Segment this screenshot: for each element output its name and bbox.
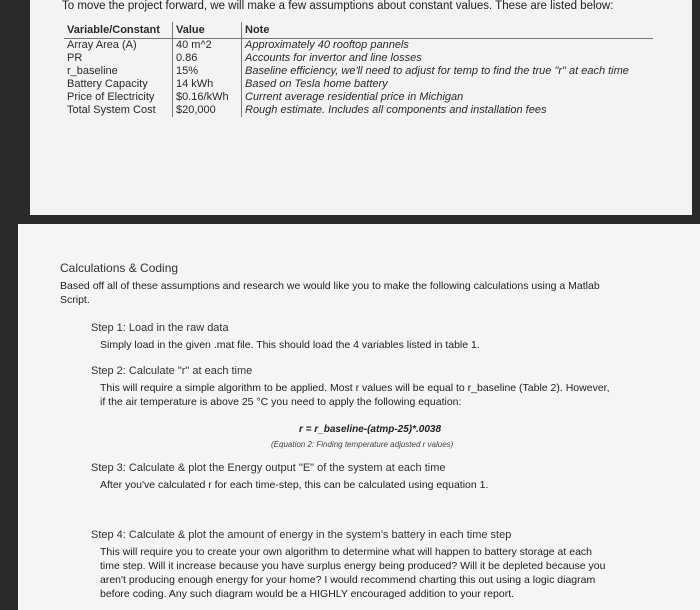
step-4-body: before coding. Any such diagram would be a HIGHLY encouraged addition to your report. — [100, 588, 515, 600]
cell-variable: PR — [67, 52, 83, 64]
cell-value: 15% — [173, 65, 242, 78]
step-4-body: aren't producing enough energy for your home? I would recommend charting this out using a logic diagram — [100, 574, 596, 586]
cell-note: Based on Tesla home battery — [242, 78, 654, 91]
step-2-title: Step 2: Calculate "r" at each time — [91, 365, 253, 377]
page-1 — [30, 0, 692, 215]
cell-variable: Battery Capacity — [67, 78, 148, 90]
header-value: Value — [173, 22, 242, 39]
step-1-body: Simply load in the given .mat file. This should load the 4 variables listed in table 1. — [100, 339, 480, 351]
cell-note: Accounts for invertor and line losses — [242, 52, 654, 65]
table-row — [64, 65, 653, 78]
cell-value: $20,000 — [173, 104, 242, 117]
cell-note: Rough estimate. Includes all components and installation fees — [242, 104, 654, 117]
header-note: Note — [242, 22, 654, 39]
step-2-body: if the air temperature is above 25 °C you need to apply the following equation: — [100, 396, 462, 408]
cell-value: 14 kWh — [173, 78, 242, 91]
constants-table — [64, 22, 653, 117]
step-4-body: This will require you to create your own algorithm to determine what will happen to battery storage at each — [100, 546, 593, 558]
section-intro-line: Based off all of these assumptions and research we would like you to make the following calculations using a Matlab — [60, 280, 600, 292]
equation-2: r = r_baseline-(atmp-25)*.0038 — [299, 424, 442, 435]
header-variable: Variable/Constant — [64, 22, 173, 39]
cell-value: $0.16/kWh — [173, 91, 242, 104]
table-row — [64, 78, 653, 91]
cell-note: Current average residential price in Michigan — [242, 91, 654, 104]
table-row — [64, 52, 653, 65]
section-intro-line: Script. — [60, 294, 90, 306]
step-3-body: After you've calculated r for each time-step, this can be calculated using equation 1. — [100, 479, 489, 491]
step-1-title: Step 1: Load in the raw data — [91, 322, 229, 334]
cell-variable: Price of Electricity — [67, 91, 155, 103]
cell-variable: r_baseline — [67, 65, 118, 77]
table-row — [64, 39, 653, 53]
cell-variable: Array Area (A) — [67, 39, 137, 51]
cell-value: 0.86 — [173, 52, 242, 65]
step-4-title: Step 4: Calculate & plot the amount of energy in the system's battery in each time step — [91, 529, 512, 541]
cell-note: Baseline efficiency, we'll need to adjust for temp to find the true "r" at each time — [242, 65, 654, 78]
equation-caption: (Equation 2: Finding temperature adjusted r values) — [271, 440, 454, 449]
step-4-body: time step. Will it increase because you have surplus energy being produced? Will it be depleted because you — [100, 560, 606, 572]
table-row — [64, 91, 653, 104]
intro-text: To move the project forward, we will make a few assumptions about constant values. These are listed below: — [62, 0, 614, 12]
table-header-row — [64, 22, 653, 39]
cell-value: 40 m^2 — [173, 39, 242, 53]
cell-variable: Total System Cost — [67, 104, 156, 116]
table-row — [64, 104, 653, 117]
step-2-body: This will require a simple algorithm to be applied. Most r values will be equal to r_baseline (Table 2). However, — [100, 382, 610, 394]
step-3-title: Step 3: Calculate & plot the Energy output "E" of the system at each time — [91, 462, 446, 474]
cell-note: Approximately 40 rooftop pannels — [242, 39, 654, 53]
page-2 — [18, 224, 700, 610]
section-heading: Calculations & Coding — [60, 261, 179, 275]
